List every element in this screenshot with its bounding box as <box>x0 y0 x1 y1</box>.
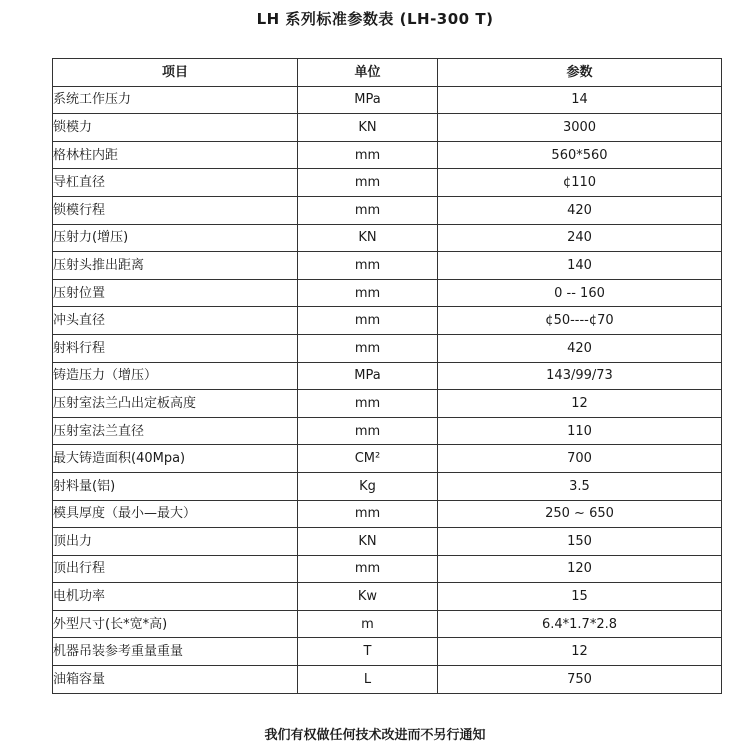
unit-cell: Kw <box>298 583 438 611</box>
spec-table-body <box>53 86 722 693</box>
value-cell: 3.5 <box>438 472 722 500</box>
item-cell: 锁模行程 <box>53 196 298 224</box>
item-cell: 压射力(增压) <box>53 224 298 252</box>
value-cell: 12 <box>438 390 722 418</box>
unit-cell: mm <box>298 307 438 335</box>
unit-cell: MPa <box>298 362 438 390</box>
table-row <box>53 610 722 638</box>
item-cell: 压射位置 <box>53 279 298 307</box>
unit-cell: mm <box>298 417 438 445</box>
unit-cell: KN <box>298 528 438 556</box>
spec-table <box>52 58 722 694</box>
value-cell: 120 <box>438 555 722 583</box>
unit-cell: mm <box>298 196 438 224</box>
unit-cell: m <box>298 610 438 638</box>
unit-cell: CM² <box>298 445 438 473</box>
value-cell: 3000 <box>438 114 722 142</box>
unit-cell: mm <box>298 500 438 528</box>
item-cell: 格林柱内距 <box>53 141 298 169</box>
table-row <box>53 638 722 666</box>
table-row <box>53 417 722 445</box>
item-cell: 顶出行程 <box>53 555 298 583</box>
table-row <box>53 196 722 224</box>
unit-cell: mm <box>298 252 438 280</box>
item-cell: 压射室法兰直径 <box>53 417 298 445</box>
unit-cell: KN <box>298 224 438 252</box>
table-row <box>53 445 722 473</box>
unit-cell: L <box>298 666 438 694</box>
header-item: 项目 <box>53 59 298 87</box>
value-cell: 12 <box>438 638 722 666</box>
unit-cell: mm <box>298 279 438 307</box>
item-cell: 射料行程 <box>53 334 298 362</box>
item-cell: 电机功率 <box>53 583 298 611</box>
value-cell: 14 <box>438 86 722 114</box>
table-row <box>53 390 722 418</box>
unit-cell: mm <box>298 390 438 418</box>
table-header-row <box>53 59 722 87</box>
value-cell: 15 <box>438 583 722 611</box>
value-cell: 420 <box>438 196 722 224</box>
value-cell: 150 <box>438 528 722 556</box>
table-row <box>53 500 722 528</box>
table-row <box>53 86 722 114</box>
value-cell: 110 <box>438 417 722 445</box>
table-row <box>53 114 722 142</box>
item-cell: 锁模力 <box>53 114 298 142</box>
table-row <box>53 583 722 611</box>
item-cell: 导杠直径 <box>53 169 298 197</box>
unit-cell: mm <box>298 334 438 362</box>
table-row <box>53 169 722 197</box>
unit-cell: MPa <box>298 86 438 114</box>
item-cell: 铸造压力（增压） <box>53 362 298 390</box>
unit-cell: mm <box>298 141 438 169</box>
value-cell: 420 <box>438 334 722 362</box>
item-cell: 模具厚度（最小—最大） <box>53 500 298 528</box>
table-row <box>53 666 722 694</box>
table-row <box>53 555 722 583</box>
value-cell: 140 <box>438 252 722 280</box>
unit-cell: KN <box>298 114 438 142</box>
footer-note: 我们有权做任何技术改进而不另行通知 <box>264 728 486 743</box>
header-value: 参数 <box>438 59 722 87</box>
table-row <box>53 279 722 307</box>
value-cell: 560*560 <box>438 141 722 169</box>
unit-cell: mm <box>298 169 438 197</box>
value-cell: 700 <box>438 445 722 473</box>
value-cell: 750 <box>438 666 722 694</box>
table-row <box>53 252 722 280</box>
table-row <box>53 141 722 169</box>
unit-cell: Kg <box>298 472 438 500</box>
table-row <box>53 362 722 390</box>
unit-cell: mm <box>298 555 438 583</box>
item-cell: 机器吊装参考重量重量 <box>53 638 298 666</box>
value-cell: 250 ~ 650 <box>438 500 722 528</box>
table-row <box>53 334 722 362</box>
item-cell: 压射室法兰凸出定板高度 <box>53 390 298 418</box>
value-cell: 143/99/73 <box>438 362 722 390</box>
value-cell: 0 -- 160 <box>438 279 722 307</box>
item-cell: 系统工作压力 <box>53 86 298 114</box>
table-row <box>53 472 722 500</box>
value-cell: 240 <box>438 224 722 252</box>
item-cell: 射料量(铝) <box>53 472 298 500</box>
item-cell: 冲头直径 <box>53 307 298 335</box>
value-cell: ¢110 <box>438 169 722 197</box>
value-cell: 6.4*1.7*2.8 <box>438 610 722 638</box>
table-row <box>53 307 722 335</box>
item-cell: 外型尺寸(长*宽*高) <box>53 610 298 638</box>
item-cell: 油箱容量 <box>53 666 298 694</box>
unit-cell: T <box>298 638 438 666</box>
header-unit: 单位 <box>298 59 438 87</box>
value-cell: ¢50----¢70 <box>438 307 722 335</box>
item-cell: 顶出力 <box>53 528 298 556</box>
page-title: LH 系列标准参数表 (LH-300 T) <box>256 10 494 28</box>
table-row <box>53 528 722 556</box>
item-cell: 最大铸造面积(40Mpa) <box>53 445 298 473</box>
table-row <box>53 224 722 252</box>
item-cell: 压射头推出距离 <box>53 252 298 280</box>
